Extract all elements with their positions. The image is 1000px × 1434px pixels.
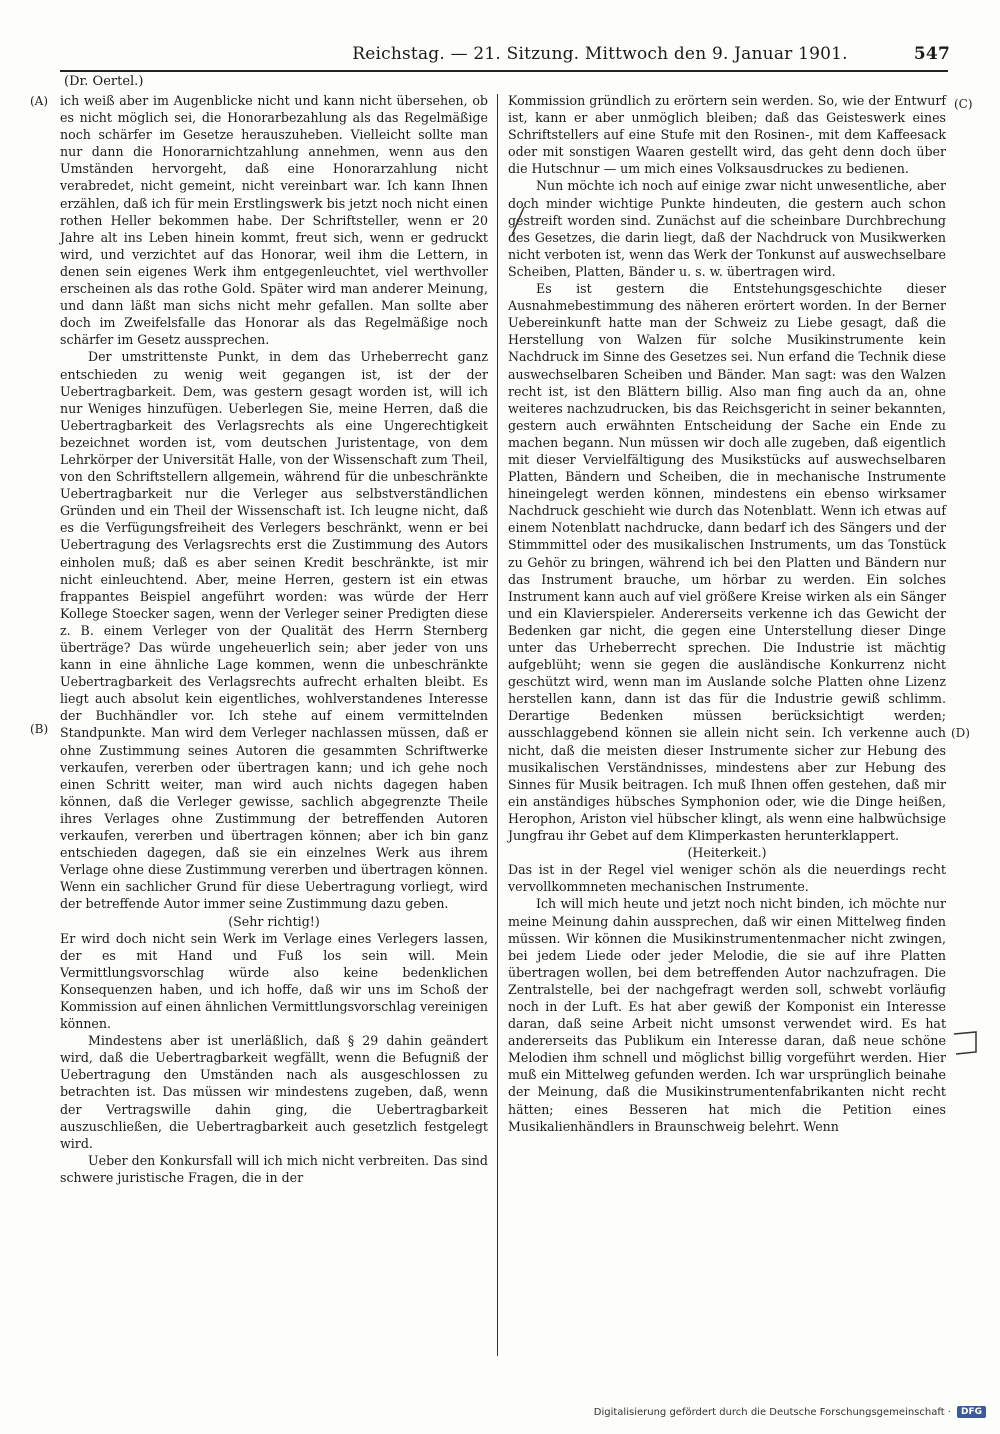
margin-letter-d: (D)	[951, 726, 970, 740]
left-column	[60, 92, 488, 1186]
interjection: (Sehr richtig!)	[228, 913, 320, 929]
margin-letter-b: (B)	[30, 722, 49, 736]
footer-text: Digitalisierung gefördert durch die Deutsche Forschungsgemeinschaft ·	[593, 1406, 951, 1418]
paragraph: Mindestens aber ist unerläßlich, daß § 29 dahin geändert wird, daß die Uebertragbarkeit wegfällt, wenn die Befugniß der Uebertragung den Umständen nach als ausgeschlossen zu betrachten ist. Das müssen wir mindestens zugeben, daß, wenn der Vertragswille dahin ging, die Uebertragbarkeit auszuschließen, die Uebertragbarkeit auch gesetzlich festgelegt wird.	[60, 1033, 488, 1151]
paragraph: Das ist in der Regel viel weniger schön als die neuerdings recht vervollkommneten mechanischen Instrumente.	[508, 862, 946, 895]
margin-letter-a: (A)	[30, 94, 49, 108]
paragraph: Ueber den Konkursfall will ich mich nicht verbreiten. Das sind schwere juristische Fragen, die in der	[60, 1152, 488, 1185]
paragraph: ich weiß aber im Augenblicke nicht und kann nicht übersehen, ob es nicht möglich sei, die Honorarbezahlung als das Regelmäßige noch schärfer im Gesetze herauszuheben. Vielleicht sollte man nur dann die Honorarnichtzahlung annehmen, wenn aus den Umständen hervorgeht, daß eine Honorarzahlung nicht verabredet, nicht gemeint, nicht vereinbart war. Ich kann Ihnen erzählen, daß ich für mein Erstlingswerk bis jetzt noch nicht einen rothen Heller bekommen habe. Der Schriftsteller, wenn er 20 Jahre alt ins Leben hinein kommt, freut sich, wenn er gedruckt wird, und verzichtet auf das Honorar, weil ihm die Lettern, in denen sein eigenes Werk ihm entgegenleuchtet, viel werthvoller erscheinen als das rothe Gold. Später wird man anderer Meinung, und dann läßt man sichs nicht mehr gefallen. Man sollte aber doch im Zweifelsfalle das Honorar als das Regelmäßige noch schärfer im Gesetz aussprechen.	[60, 93, 488, 348]
header-rule	[60, 70, 948, 72]
handwritten-bracket-mark	[952, 1028, 982, 1058]
running-title: Reichstag. — 21. Sitzung. Mittwoch den 9. Januar 1901.	[352, 44, 848, 64]
paragraph: Nun möchte ich noch auf einige zwar nicht unwesentliche, aber doch minder wichtige Punkte hindeuten, die gestern auch schon gestreift worden sind. Zunächst auf die scheinbare Durchbrechung des Gesetzes, die darin liegt, daß der Nachdruck von Musikwerken nicht verboten ist, wenn das Werk der Tonkunst auf auswechselbare Scheiben, Platten, Bänder u. s. w. übertragen wird.	[508, 178, 946, 279]
interjection: (Heiterkeit.)	[687, 845, 767, 861]
paragraph: Der umstrittenste Punkt, in dem das Urheberrecht ganz entschieden zu wenig weit gegangen ist, ist der der Uebertragbarkeit. Dem, was gestern gesagt worden ist, will ich nur Weniges hinzufügen. Ueberlegen Sie, meine Herren, daß die Uebertragbarkeit des Verlagsrechts als eine Ungerechtigkeit bezeichnet worden ist, vom deutschen Juristentage, von dem Lehrkörper der Universität Halle, von der Wissenschaft zum Theil, von den Schriftstellern allgemein, während für die unbeschränkte Uebertragbarkeit nur die Verleger aus selbstverständlichen Gründen und ein Theil der Wissenschaft ist. Ich leugne nicht, daß es die Verfügungsfreiheit des Verlegers beschränkt, wenn er bei Uebertragung des Verlagsrechts erst die Zustimmung des Autors einholen muß; daß es aber seinen Kredit beschränkte, ist mir nicht einleuchtend. Aber, meine Herren, gestern ist ein etwas frappantes Beispiel angeführt worden: was würde der Herr Kollege Stoecker sagen, wenn der Verleger seiner Predigten diese z. B. einem Verleger von der Qualität des Herrn Sternberg überträge? Das würde ungeheuerlich sein; aber jeder von uns kann in eine ähnliche Lage kommen, wenn die unbeschränkte Uebertragbarkeit des Verlagsrechts aufrecht erhalten bleibt. Es liegt auch absolut kein eigentliches, wohlverstandenes Interesse der Buchhändler vor. Ich stehe auf einem vermittelnden Standpunkte. Man wird dem Verleger nachlassen müssen, daß er ohne Zustimmung seines Autoren die gesammten Schriftwerke verkaufen, vererben oder übertragen kann; und ich gehe noch einen Schritt weiter, man wird auch nichts dagegen haben können, daß die Verleger gewisse, sachlich abgegrenzte Theile ihres Verlages ohne Zustimmung der betreffenden Autoren verkaufen, vererben und übertragen können; aber ich bin ganz entschieden dagegen, daß sie ein einzelnes Werk aus ihrem Verlage ohne diese Zustimmung vererben und übertragen können. Wenn ein sachlicher Grund für diese Uebertragung vorliegt, wird der betreffende Autor immer seine Zustimmung dazu geben.	[60, 349, 488, 912]
handwritten-tick-mark	[506, 205, 528, 239]
margin-letter-c: (C)	[954, 97, 973, 111]
dfg-logo: DFG	[957, 1406, 986, 1418]
paragraph: Ich will mich heute und jetzt noch nicht binden, ich möchte nur meine Meinung dahin aussprechen, daß wir einen Mittelweg finden müssen. Wir können die Musikinstrumentenmacher nicht zwingen, bei jedem Liede oder jeder Melodie, die sie auf ihre Platten übertragen wollen, bei dem betreffenden Autor nachzufragen. Die Zentralstelle, bei der nachgefragt werden soll, schwebt vorläufig noch in der Luft. Es hat aber gewiß der Komponist ein Interesse daran, daß seine Arbeit nicht umsonst verwendet wird. Es hat andererseits das Publikum ein Interesse daran, daß neue schöne Melodien ihm schnell und möglichst billig vorgeführt werden. Hier muß ein Mittelweg gefunden werden. Ich war ursprünglich beinahe der Meinung, daß die Musikinstrumentenfabrikanten nicht recht hätten; eines Besseren hat mich die Petition eines Musikalienhändlers in Braunschweig belehrt. Wenn	[508, 896, 946, 1134]
paragraph: Kommission gründlich zu erörtern sein werden. So, wie der Entwurf ist, kann er aber unmöglich bleiben; daß das Geisteswerk eines Schriftstellers auf eine Stufe mit den Rosinen-, mit dem Kaffeesack oder mit sonstigen Waaren gestellt wird, das geht denn doch über die Hutschnur — um mich eines Volksausdruckes zu bedienen.	[508, 93, 946, 177]
digitization-footer	[594, 1406, 986, 1418]
right-column	[508, 92, 946, 1135]
column-divider	[497, 94, 498, 1356]
page-number: 547	[913, 44, 950, 64]
paragraph: Er wird doch nicht sein Werk im Verlage eines Verlegers lassen, der es mit Hand und Fuß los sein will. Mein Vermittlungsvorschlag würde also keine bedenklichen Konsequenzen haben, und ich hoffe, daß wir uns im Schoß der Kommission auf einen ähnlichen Vermittlungsvorschlag vereinigen können.	[60, 930, 488, 1032]
speaker-label: (Dr. Oertel.)	[64, 74, 144, 89]
paragraph: Es ist gestern die Entstehungsgeschichte dieser Ausnahmebestimmung des näheren erörtert worden. In der Berner Uebereinkunft hatte man der Schweiz zu Liebe gesagt, daß die Herstellung von Walzen für solche Musikinstrumente kein Nachdruck im Sinne des Gesetzes sei. Nun erfand die Technik diese auswechselbaren Scheiben und Bänder. Man sagt: was den Walzen recht ist, ist den Blättern billig. Also man fing auch da an, ohne weiteres nachzudrucken, bis das Reichsgericht in seiner bekannten, gestern auch erwähnten Entscheidung der Sache ein Ende zu machen begann. Nun müssen wir doch alle zugeben, daß eigentlich mit dieser Vervielfältigung des Musikstücks auf auswechselbaren Platten, Bändern und Scheiben, die in mechanische Instrumente hineingelegt werden können, mindestens ein ebenso wirksamer Nachdruck geschieht wie durch das Notenblatt. Wenn ich etwas auf einem Notenblatt nachdrucke, dann bedarf ich des Sängers und der Stimmmittel oder des musikalischen Instruments, um das Tonstück zu Gehör zu bringen, während ich bei den Platten und Bändern nur das Instrument brauche, um hörbar zu werden. Ein solches Instrument kann auch auf viel größere Kreise wirken als ein Sänger und ein Klavierspieler. Andererseits verkenne ich das Gewicht der Bedenken gar nicht, die gegen eine Unterstellung dieser Dinge unter das Urheberrecht sprechen. Die Industrie ist mächtig aufgeblüht; wenn sie gegen die ausländische Konkurrenz nicht geschützt wird, wenn man im Auslande solche Platten ohne Lizenz herstellen kann, dann ist das für die Industrie gewiß schlimm. Derartige Bedenken müssen berücksichtigt werden; ausschlaggebend können sie allein nicht sein. Ich verkenne auch nicht, daß die meisten dieser Instrumente sicher zur Hebung des musikalischen Verständnisses, mindestens aber zur Hebung des Sinnes für Musik beitragen. Ich muß Ihnen offen gestehen, daß mir ein anständiges hübsches Symphonion oder, wie die Dinge heißen, Herophon, Ariston viel hübscher klingt, als wenn eine halbwüchsige Jungfrau ihr Gebet auf dem Klimperkasten herunterklappert.	[508, 281, 946, 844]
